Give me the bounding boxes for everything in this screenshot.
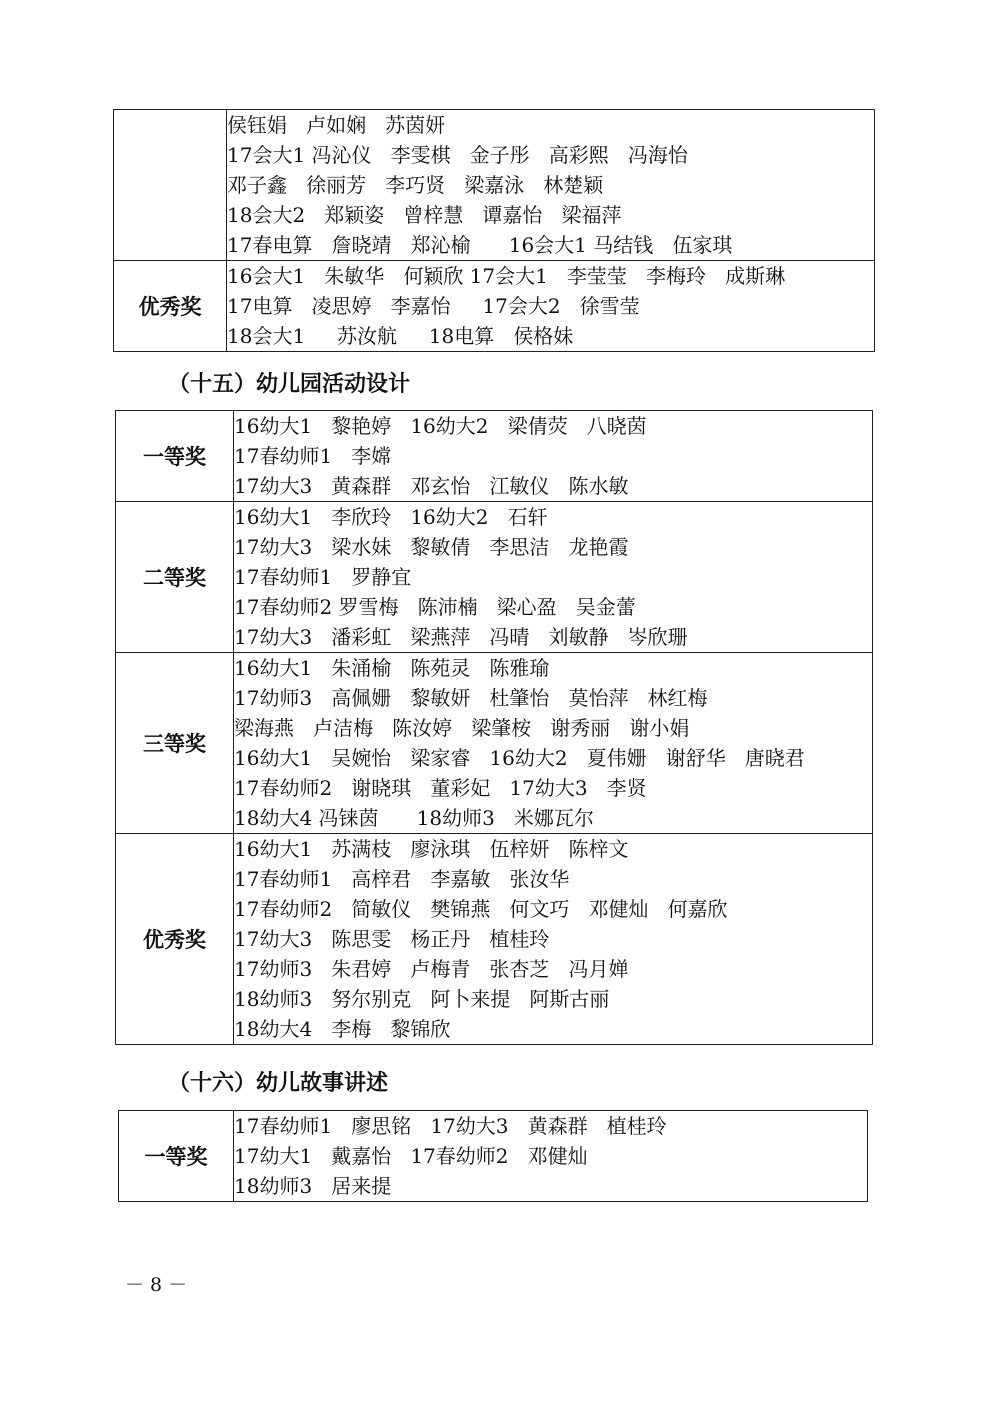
- name-line: 16幼大1 吴婉怡 梁家睿 16幼大2 夏伟姗 谢舒华 唐晓君: [234, 746, 805, 770]
- name-line: 18会大1 苏汝航 18电算 侯格妹: [227, 324, 574, 348]
- name-line: 17春幼师2 罗雪梅 陈沛楠 梁心盈 吴金蕾: [234, 595, 636, 619]
- name-line: 18幼师3 居来提: [234, 1174, 392, 1198]
- name-line: 18会大2 郑颖姿 曾梓慧 谭嘉怡 梁福萍: [227, 203, 622, 227]
- table-row: [119, 1111, 868, 1202]
- award-names: [234, 1111, 868, 1202]
- award-table-children-storytelling: [118, 1110, 868, 1202]
- name-line: 17春幼师1 廖思铭 17幼大3 黄森群 植桂玲: [234, 1114, 667, 1138]
- award-names: [227, 110, 875, 261]
- name-line: 18幼大4 冯铼茵 18幼师3 米娜瓦尔: [234, 806, 594, 830]
- award-category: 一等奖: [116, 411, 234, 502]
- award-names: [234, 411, 873, 502]
- name-line: 16幼大1 苏满枝 廖泳琪 伍梓妍 陈梓文: [234, 837, 629, 861]
- name-line: 16幼大1 李欣玲 16幼大2 石轩: [234, 505, 548, 529]
- award-names: [234, 502, 873, 653]
- name-line: 17春幼师1 罗静宜: [234, 565, 412, 589]
- award-category: 三等奖: [116, 653, 234, 834]
- award-names: [234, 653, 873, 834]
- page-number: － 8 －: [125, 1274, 188, 1296]
- name-line: 17电算 凌思婷 李嘉怡 17会大2 徐雪莹: [227, 294, 640, 318]
- name-line: 邓子鑫 徐丽芳 李巧贤 梁嘉泳 林楚颖: [227, 173, 604, 197]
- award-names: [234, 834, 873, 1045]
- name-line: 17幼师3 高佩姗 黎敏妍 杜肇怡 莫怡萍 林红梅: [234, 686, 708, 710]
- award-category: 优秀奖: [116, 834, 234, 1045]
- table-row: [116, 834, 873, 1045]
- section-heading-15: （十五）幼儿园活动设计: [168, 372, 411, 397]
- award-names: [227, 261, 875, 352]
- name-line: 17春幼师1 李嫦: [234, 444, 392, 468]
- award-category: 优秀奖: [114, 261, 227, 352]
- table-row: [116, 653, 873, 834]
- name-line: 17幼大3 梁水妹 黎敏倩 李思洁 龙艳霞: [234, 535, 629, 559]
- name-line: 18幼大4 李梅 黎锦欣: [234, 1017, 451, 1041]
- award-category: 二等奖: [116, 502, 234, 653]
- name-line: 17春幼师1 高梓君 李嘉敏 张汝华: [234, 867, 570, 891]
- table-row: [116, 502, 873, 653]
- name-line: 18幼师3 努尔别克 阿卜来提 阿斯古丽: [234, 987, 610, 1011]
- name-line: 17幼师3 朱君婷 卢梅青 张杏芝 冯月婵: [234, 957, 629, 981]
- name-line: 17幼大3 潘彩虹 梁燕萍 冯晴 刘敏静 岑欣珊: [234, 625, 688, 649]
- name-line: 16会大1 朱敏华 何颖欣 17会大1 李莹莹 李梅玲 成斯琳: [227, 264, 786, 288]
- name-line: 17春电算 詹晓靖 郑沁榆 16会大1 马结钱 伍家琪: [227, 233, 733, 257]
- name-line: 16幼大1 黎艳婷 16幼大2 梁倩荧 八晓茵: [234, 414, 647, 438]
- name-line: 侯钰娟 卢如娴 苏茵妍: [227, 113, 446, 137]
- award-category: [114, 110, 227, 261]
- award-table-kindergarten-activity-design: [115, 410, 873, 1045]
- table-row: [114, 261, 875, 352]
- name-line: 梁海燕 卢洁梅 陈汝婷 梁肇桉 谢秀丽 谢小娟: [234, 716, 690, 740]
- name-line: 17春幼师2 简敏仪 樊锦燕 何文巧 邓健灿 何嘉欣: [234, 897, 728, 921]
- name-line: 17幼大3 陈思雯 杨正丹 植桂玲: [234, 927, 550, 951]
- section-heading-16: （十六）幼儿故事讲述: [168, 1071, 389, 1096]
- name-line: 16幼大1 朱涌榆 陈苑灵 陈雅瑜: [234, 656, 550, 680]
- award-table-continued: [113, 109, 875, 352]
- name-line: 17幼大3 黄森群 邓玄怡 江敏仪 陈水敏: [234, 474, 629, 498]
- award-category: 一等奖: [119, 1111, 234, 1202]
- name-line: 17会大1 冯沁仪 李雯棋 金子彤 高彩熙 冯海怡: [227, 143, 688, 167]
- name-line: 17春幼师2 谢晓琪 董彩妃 17幼大3 李贤: [234, 776, 647, 800]
- table-row: [114, 110, 875, 261]
- table-row: [116, 411, 873, 502]
- name-line: 17幼大1 戴嘉怡 17春幼师2 邓健灿: [234, 1144, 588, 1168]
